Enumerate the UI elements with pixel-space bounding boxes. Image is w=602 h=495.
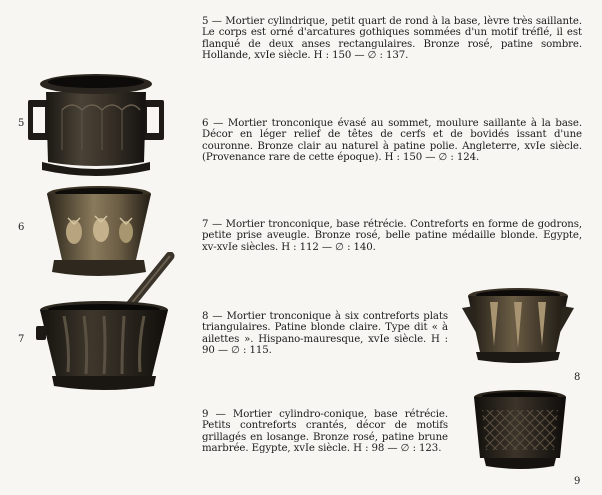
figure-number-7: 7 [18,334,25,345]
entry-6-description: 6 — Mortier tronconique évasé au sommet, moulure saillante à la base. Décor en léger relief de têtes de cerfs et de bovidés issant d'une couronne. Bronze clair au naturel à patine polie. Angleterre, xvIe siècle. (Provenance rare de cette époque). H : 150 — ∅ : 124. [202,118,582,164]
figure-number-6: 6 [18,222,25,233]
entry-5-description: 5 — Mortier cylindrique, petit quart de rond à la base, lèvre très saillante. Le corps est orné d'arcatures gothiques sommées d'un motif tréflé, il est flanqué de deux anses rectangulaires. Bronze rosé, patine sombre. Hollande, xvIe siècle. H : 150 — ∅ : 137. [202,16,582,62]
figure-number-5: 5 [18,118,25,129]
entry-8-description: 8 — Mortier tronconique à six contreforts plats triangulaires. Patine blonde claire. Type dit « à ailettes ». Hispano-mauresque, xvIe siècle. H : 90 — ∅ : 115. [202,311,448,357]
mortar-5-photo [28,70,164,176]
entry-7-description: 7 — Mortier tronconique, base rétrécie. Contreforts en forme de godrons, petite prise aveugle. Bronze rosé, belle patine médaille blonde. Egypte, xv-xvIe siècles. H : 112 — ∅ : 140. [202,219,582,253]
figure-number-9: 9 [574,476,581,487]
entry-9-description: 9 — Mortier cylindro-conique, base rétrécie. Petits contreforts crantés, décor de motifs grillagés en losange. Bronze rosé, patine brune marbrée. Egypte, xvIe siècle. H : 98 — ∅ : 123. [202,409,448,455]
mortar-7-photo [34,252,182,394]
figure-number-8: 8 [574,372,581,383]
mortar-8-photo [462,286,574,366]
mortar-9-photo [470,388,570,474]
